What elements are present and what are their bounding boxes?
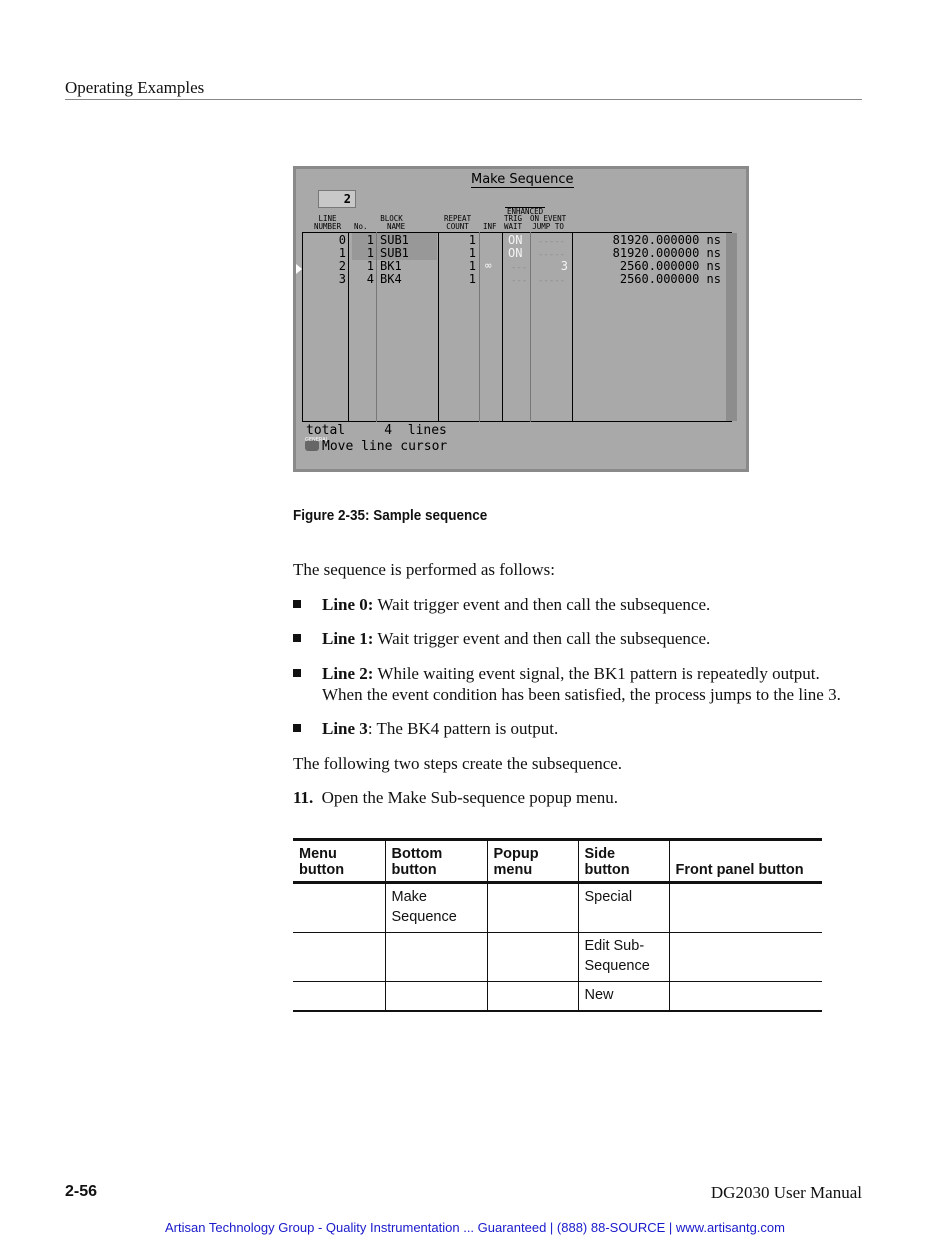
row-no: 1 xyxy=(366,259,374,273)
line-cursor-icon xyxy=(296,264,302,274)
row-line: 0 xyxy=(338,233,346,247)
bullet-item xyxy=(293,663,853,705)
table-header: Popup menu xyxy=(487,840,578,883)
row-count: 1 xyxy=(468,246,476,260)
manual-title: DG2030 User Manual xyxy=(710,1183,862,1202)
bullet-item xyxy=(293,628,853,649)
screen-title: Make Sequence xyxy=(471,172,574,187)
table-cell: Edit Sub-Sequence xyxy=(578,933,669,982)
following-paragraph: The following two steps create the subsequence. xyxy=(293,754,623,773)
row-wait: --- xyxy=(511,263,528,273)
row-time: 81920.000000 ns xyxy=(612,246,721,260)
table-row xyxy=(293,933,822,982)
row-no: 4 xyxy=(366,272,374,286)
table-cell xyxy=(487,883,578,933)
grid-divider xyxy=(438,232,439,422)
header-rule xyxy=(65,99,862,100)
total-lines: total 4 lines xyxy=(306,423,447,438)
make-sequence-screen xyxy=(293,166,749,472)
step-text: Open the Make Sub-sequence popup menu. xyxy=(321,788,619,807)
screen-display xyxy=(296,169,746,469)
table-cell xyxy=(669,982,822,1012)
row-time: 2560.000000 ns xyxy=(619,259,721,273)
step-11 xyxy=(293,788,618,808)
bullet-label: Line 2: xyxy=(322,664,374,683)
scrollbar[interactable] xyxy=(726,233,737,421)
bullet-label: Line 1: xyxy=(322,629,374,648)
row-jump: ----- xyxy=(538,250,566,260)
table-cell xyxy=(293,933,385,982)
bullet-square-icon xyxy=(293,724,301,732)
col-header-block-name: BLOCK NAME xyxy=(380,214,406,231)
table-cell xyxy=(293,982,385,1012)
row-name: SUB1 xyxy=(380,246,409,260)
table-row xyxy=(293,883,822,933)
row-count: 1 xyxy=(468,259,476,273)
row-jump: ----- xyxy=(538,237,566,247)
grid-divider xyxy=(348,232,349,422)
row-name: SUB1 xyxy=(380,233,409,247)
menu-sequence-table xyxy=(293,838,822,1012)
bullet-square-icon xyxy=(293,600,301,608)
row-jump: ----- xyxy=(538,276,566,286)
table-cell xyxy=(669,883,822,933)
step-number: 11. xyxy=(293,788,314,807)
table-cell: Make Sequence xyxy=(385,883,487,933)
col-header-inf: INF xyxy=(483,222,497,231)
row-jump: 3 xyxy=(560,259,568,273)
col-header-enhanced: ENHANCED xyxy=(507,207,544,216)
table-cell xyxy=(487,982,578,1012)
table-cell xyxy=(487,933,578,982)
grid-divider xyxy=(530,232,531,422)
bullet-label: Line 3 xyxy=(322,719,368,738)
grid-divider xyxy=(376,232,377,422)
intro-paragraph: The sequence is performed as follows: xyxy=(293,560,555,579)
grid-divider xyxy=(572,232,573,422)
figure-caption: Figure 2-35: Sample sequence xyxy=(293,507,488,524)
row-line: 2 xyxy=(338,259,346,273)
bullet-label: Line 0: xyxy=(322,595,374,614)
grid-divider xyxy=(502,232,503,422)
knob-hint: Move line cursor xyxy=(322,439,448,454)
bullet-text: : The BK4 pattern is output. xyxy=(367,719,559,738)
table-cell xyxy=(385,933,487,982)
bullet-item xyxy=(293,718,853,739)
col-header-trig-wait: TRIG WAIT xyxy=(504,214,523,231)
col-header-repeat-count: REPEAT COUNT xyxy=(444,214,472,231)
selected-line-field: 2 xyxy=(318,190,356,208)
row-count: 1 xyxy=(468,272,476,286)
row-name: BK1 xyxy=(380,259,402,273)
page-number: 2-56 xyxy=(65,1183,98,1200)
col-header-line-number: LINE NUMBER xyxy=(314,214,342,231)
row-no: 1 xyxy=(366,246,374,260)
row-wait: --- xyxy=(511,276,528,286)
bullet-text: While waiting event signal, the BK1 pattern is repeatedly output. When the event condition has been satisfied, the process jumps to the line 3. xyxy=(322,664,841,704)
row-count: 1 xyxy=(468,233,476,247)
table-header: Front panel button xyxy=(669,840,822,883)
table-cell: Special xyxy=(578,883,669,933)
row-line: 3 xyxy=(338,272,346,286)
table-header: Bottom button xyxy=(385,840,487,883)
table-header: Menu button xyxy=(293,840,385,883)
bullet-square-icon xyxy=(293,669,301,677)
row-wait: ON xyxy=(508,233,523,247)
table-cell: New xyxy=(578,982,669,1012)
bullet-item xyxy=(293,594,853,615)
row-line: 1 xyxy=(338,246,346,260)
table-row xyxy=(293,982,822,1012)
col-header-on-event-jump: ON EVENT JUMP TO xyxy=(530,214,567,231)
bullet-square-icon xyxy=(293,634,301,642)
row-time: 81920.000000 ns xyxy=(612,233,721,247)
running-header: Operating Examples xyxy=(65,78,205,97)
bullet-text: Wait trigger event and then call the subsequence. xyxy=(373,629,711,648)
row-wait: ON xyxy=(508,246,523,260)
row-name: BK4 xyxy=(380,272,402,286)
table-cell xyxy=(293,883,385,933)
table-cell xyxy=(385,982,487,1012)
table-header: Side button xyxy=(578,840,669,883)
knob-label: GENERAL xyxy=(305,437,329,443)
vendor-footer-link[interactable]: Artisan Technology Group - Quality Instrumentation ... Guaranteed | (888) 88-SOURCE | www.artisantg.com xyxy=(165,1220,785,1235)
grid-divider xyxy=(479,232,480,422)
row-inf: ∞ xyxy=(485,259,492,272)
row-no: 1 xyxy=(366,233,374,247)
bullet-text: Wait trigger event and then call the subsequence. xyxy=(373,595,711,614)
row-time: 2560.000000 ns xyxy=(619,272,721,286)
col-header-no: No. xyxy=(354,222,368,231)
table-cell xyxy=(669,933,822,982)
